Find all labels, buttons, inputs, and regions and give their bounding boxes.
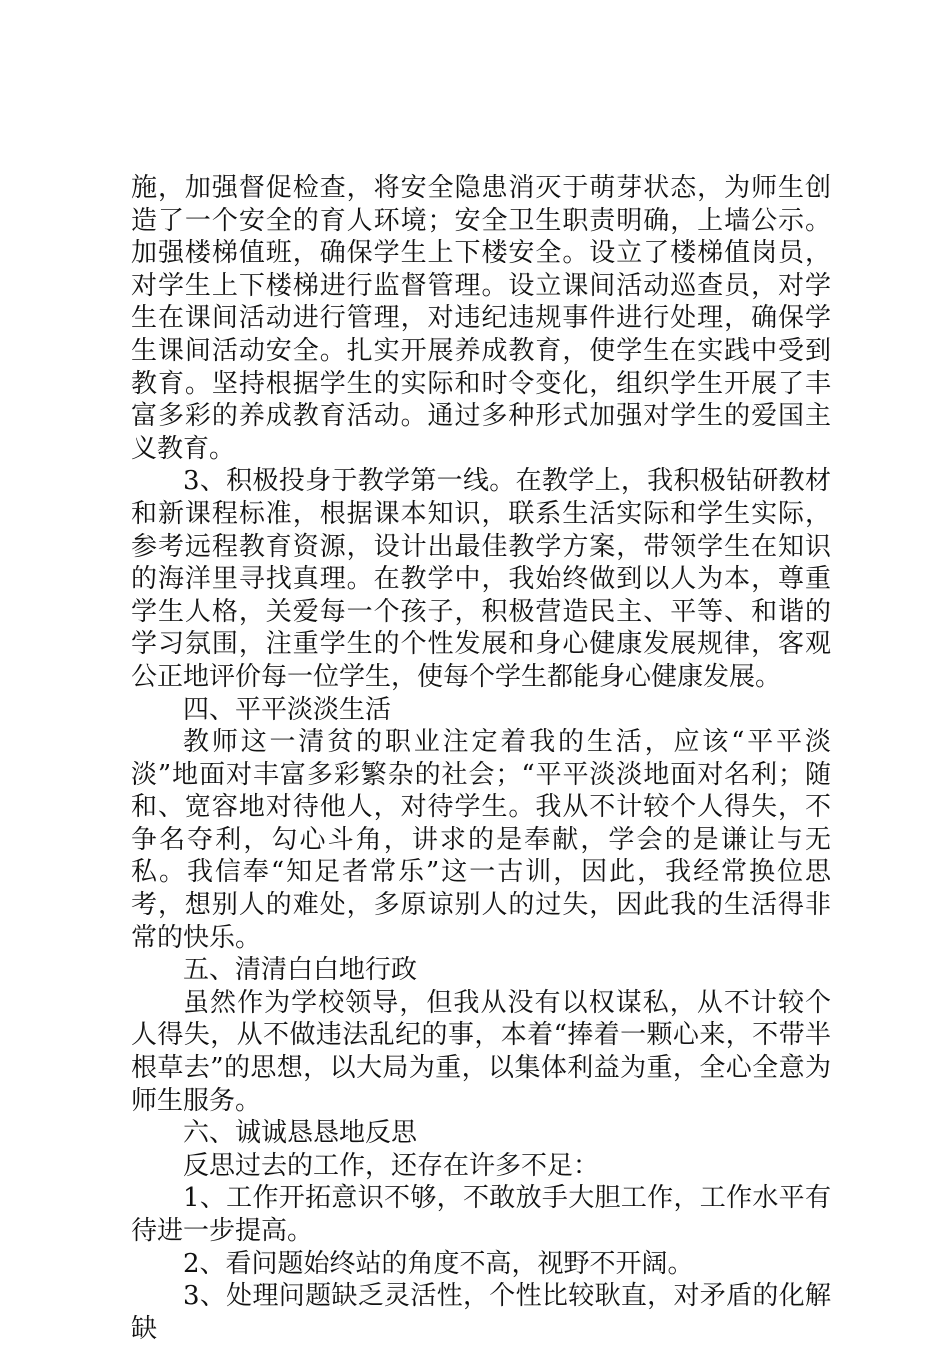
paragraph-plain-life: 教师这一清贫的职业注定着我的生活，应该“平平淡淡”地面对丰富多彩繁杂的社会；“平平淡淡地面对名利；随和、宽容地对待他人，对待学生。我从不计较个人得失，不争名夺利，勾心斗角，讲求的是奉献，学会的是谦让与无私。我信奉“知足者常乐”这一古训，因此，我经常换位思考，想别人的难处，多原谅别人的过失，因此我的生活得非常的快乐。 [131, 727, 831, 953]
section-heading-reflection: 六、诚诚恳恳地反思 [183, 1118, 418, 1149]
list-item-shortcoming-3: 3、处理问题缺乏灵活性，个性比较耿直，对矛盾的化解缺 [131, 1281, 831, 1344]
section-heading-plain-life: 四、平平淡淡生活 [183, 694, 392, 725]
paragraph-clean-administration: 虽然作为学校领导，但我从没有以权谋私，从不计较个人得失，从不做违法乱纪的事，本着“捧着一颗心来，不带半根草去”的思想，以大局为重，以集体利益为重，全心全意为师生服务。 [131, 987, 831, 1116]
list-item-shortcoming-2: 2、看问题始终站的角度不高，视野不开阔。 [183, 1248, 694, 1279]
list-item-shortcoming-1: 1、工作开拓意识不够，不敢放手大胆工作，工作水平有待进一步提高。 [131, 1183, 831, 1246]
paragraph-safety-measures: 施，加强督促检查，将安全隐患消灭于萌芽状态，为师生创造了一个安全的育人环境；安全卫生职责明确，上墙公示。加强楼梯值班，确保学生上下楼安全。设立了楼梯值岗员，对学生上下楼梯进行监督管理。设立课间活动巡查员，对学生在课间活动进行管理，对违纪违规事件进行处理，确保学生课间活动安全。扎实开展养成教育，使学生在实践中受到教育。坚持根据学生的实际和时令变化，组织学生开展了丰富多彩的养成教育活动。通过多种形式加强对学生的爱国主义教育。 [131, 173, 831, 464]
paragraph-teaching-frontline: 3、积极投身于教学第一线。在教学上，我积极钻研教材和新课程标准，根据课本知识，联系生活实际和学生实际，参考远程教育资源，设计出最佳教学方案，带领学生在知识的海洋里寻找真理。在教学中，我始终做到以人为本，尊重学生人格，关爱每一个孩子，积极营造民主、平等、和谐的学习氛围，注重学生的个性发展和身心健康发展规律，客观公正地评价每一位学生，使每个学生都能身心健康发展。 [131, 466, 831, 692]
section-heading-clean-administration: 五、清清白白地行政 [183, 955, 418, 986]
paragraph-reflection-intro: 反思过去的工作，还存在许多不足： [183, 1150, 600, 1181]
document-body [131, 172, 831, 1345]
